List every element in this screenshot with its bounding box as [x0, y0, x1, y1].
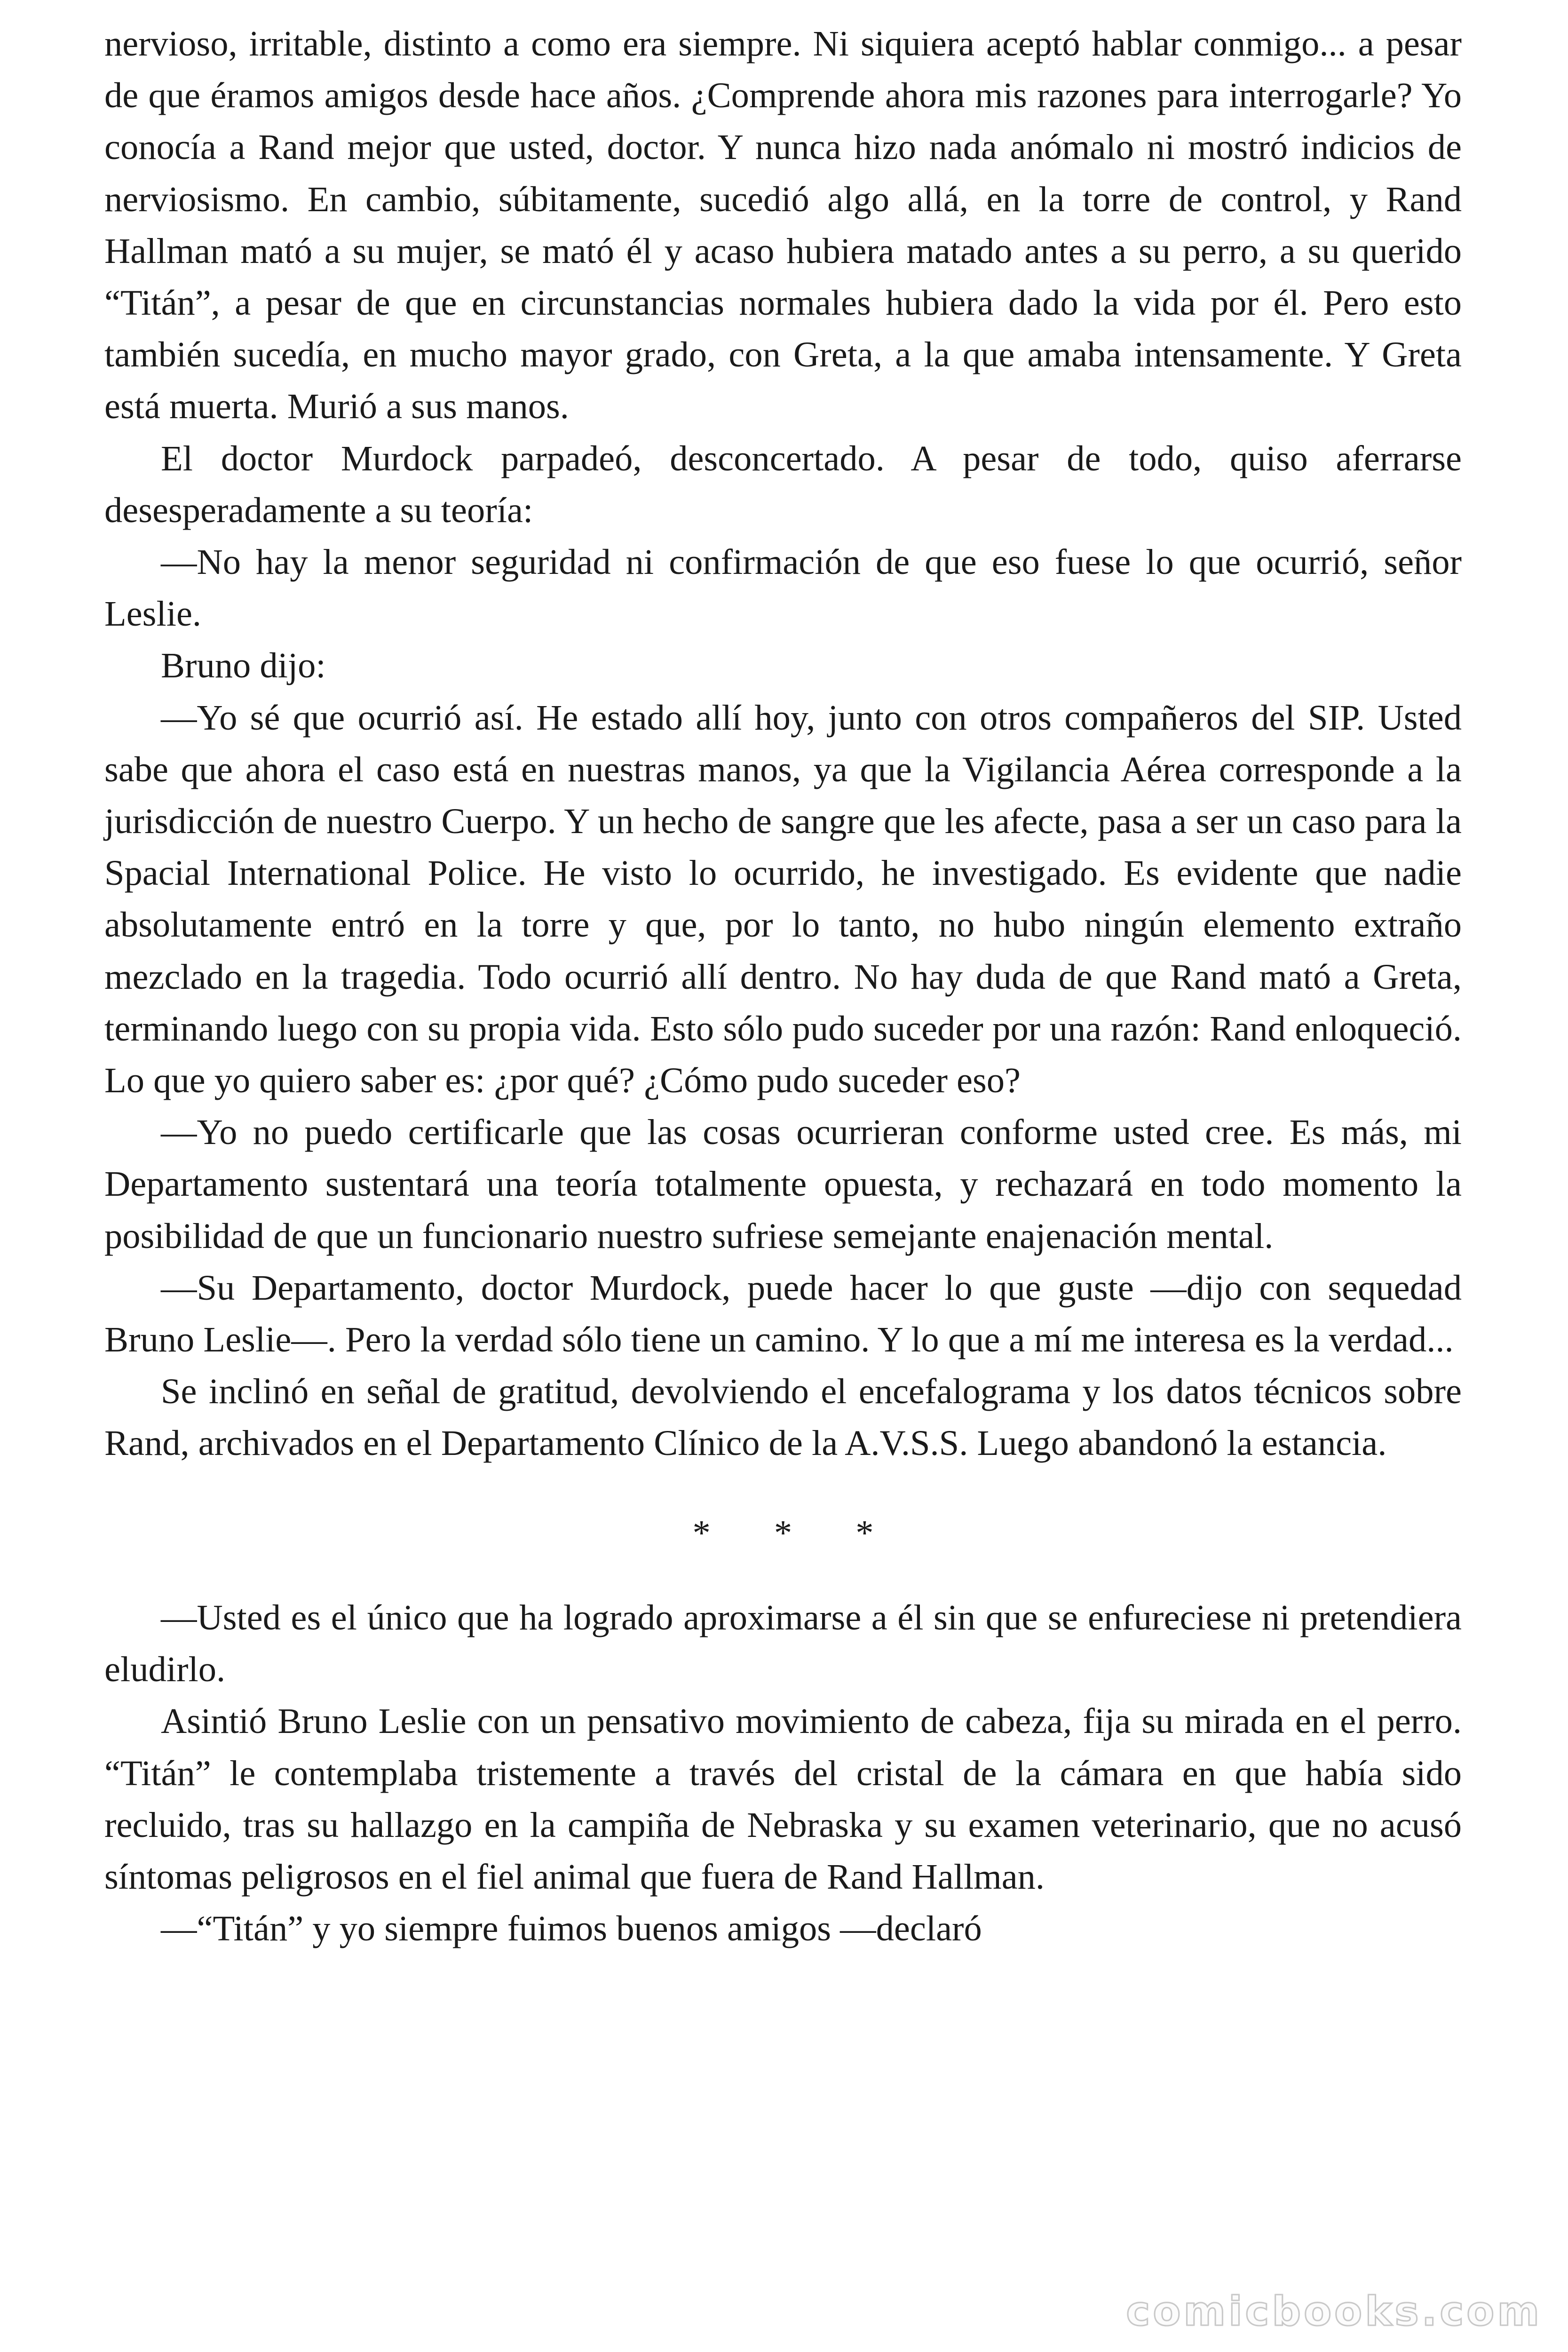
separator-asterisk: *	[692, 1512, 711, 1553]
separator-asterisk: *	[855, 1512, 874, 1553]
paragraph: Se inclinó en señal de gratitud, devolviendo el encefalograma y los datos técnicos sobre Rand, archivados en el Departamento Clínico de la A.V.S.S. Luego abandonó la estancia.	[104, 1371, 1462, 1463]
section-separator	[104, 1507, 1462, 1559]
paragraph: —Yo sé que ocurrió así. He estado allí hoy, junto con otros compañeros del SIP. Usted sabe que ahora el caso está en nuestras manos, ya que la Vigilancia Aérea corresponde a la jurisdicción de nuestro Cuerpo. Y un hecho de sangre que les afecte, pasa a ser un caso para la Spacial International Police. He visto lo ocurrido, he investigado. Es evidente que nadie absolutamente entró en la torre y que, por lo tanto, no hubo ningún elemento extraño mezclado en la tragedia. Todo ocurrió allí dentro. No hay duda de que Rand mató a Greta, terminando luego con su propia vida. Esto sólo pudo suceder por una razón: Rand enloqueció. Lo que yo quiero saber es: ¿por qué? ¿Cómo pudo suceder eso?	[104, 697, 1462, 1101]
paragraph: nervioso, irritable, distinto a como era siempre. Ni siquiera aceptó hablar conmigo... a pesar de que éramos amigos desde hace años. ¿Comprende ahora mis razones para interrogarle? Yo conocía a Rand mejor que usted, doctor. Y nunca hizo nada anómalo ni mostró indicios de nerviosismo. En cambio, súbitamente, sucedió algo allá, en la torre de control, y Rand Hallman mató a su mujer, se mató él y acaso hubiera matado antes a su perro, a su querido “Titán”, a pesar de que en circunstancias normales hubiera dado la vida por él. Pero esto también sucedía, en mucho mayor grado, con Greta, a la que amaba intensamente. Y Greta está muerta. Murió a sus manos.	[104, 24, 1462, 427]
paragraph: El doctor Murdock parpadeó, desconcertado. A pesar de todo, quiso aferrarse desesperadamente a su teoría:	[104, 438, 1462, 530]
text-column	[104, 18, 1462, 1955]
paragraph: Bruno dijo:	[161, 645, 326, 686]
watermark: comicbooks.com	[1126, 2288, 1542, 2335]
paragraph: —“Titán” y yo siempre fuimos buenos amigos —declaró	[161, 1908, 982, 1949]
paragraph: —Usted es el único que ha logrado aproximarse a él sin que se enfureciese ni pretendiera eludirlo.	[104, 1597, 1462, 1690]
paragraph: —Yo no puedo certificarle que las cosas ocurrieran conforme usted cree. Es más, mi Departamento sustentará una teoría totalmente opuesta, y rechazará en todo momento la posibilidad de que un funcionario nuestro sufriese semejante enajenación mental.	[104, 1112, 1462, 1256]
paragraph: —No hay la menor seguridad ni confirmación de que eso fuese lo que ocurrió, señor Leslie.	[104, 542, 1462, 634]
paragraph: —Su Departamento, doctor Murdock, puede hacer lo que guste —dijo con sequedad Bruno Leslie—. Pero la verdad sólo tiene un camino. Y lo que a mí me interesa es la verdad...	[104, 1267, 1462, 1360]
separator-asterisk: *	[774, 1512, 792, 1553]
paragraph: Asintió Bruno Leslie con un pensativo movimiento de cabeza, fija su mirada en el perro. “Titán” le contemplaba tristemente a través del cristal de la cámara en que había sido recluido, tras su hallazgo en la campiña de Nebraska y su examen veterinario, que no acusó síntomas peligrosos en el fiel animal que fuera de Rand Hallman.	[104, 1701, 1462, 1897]
